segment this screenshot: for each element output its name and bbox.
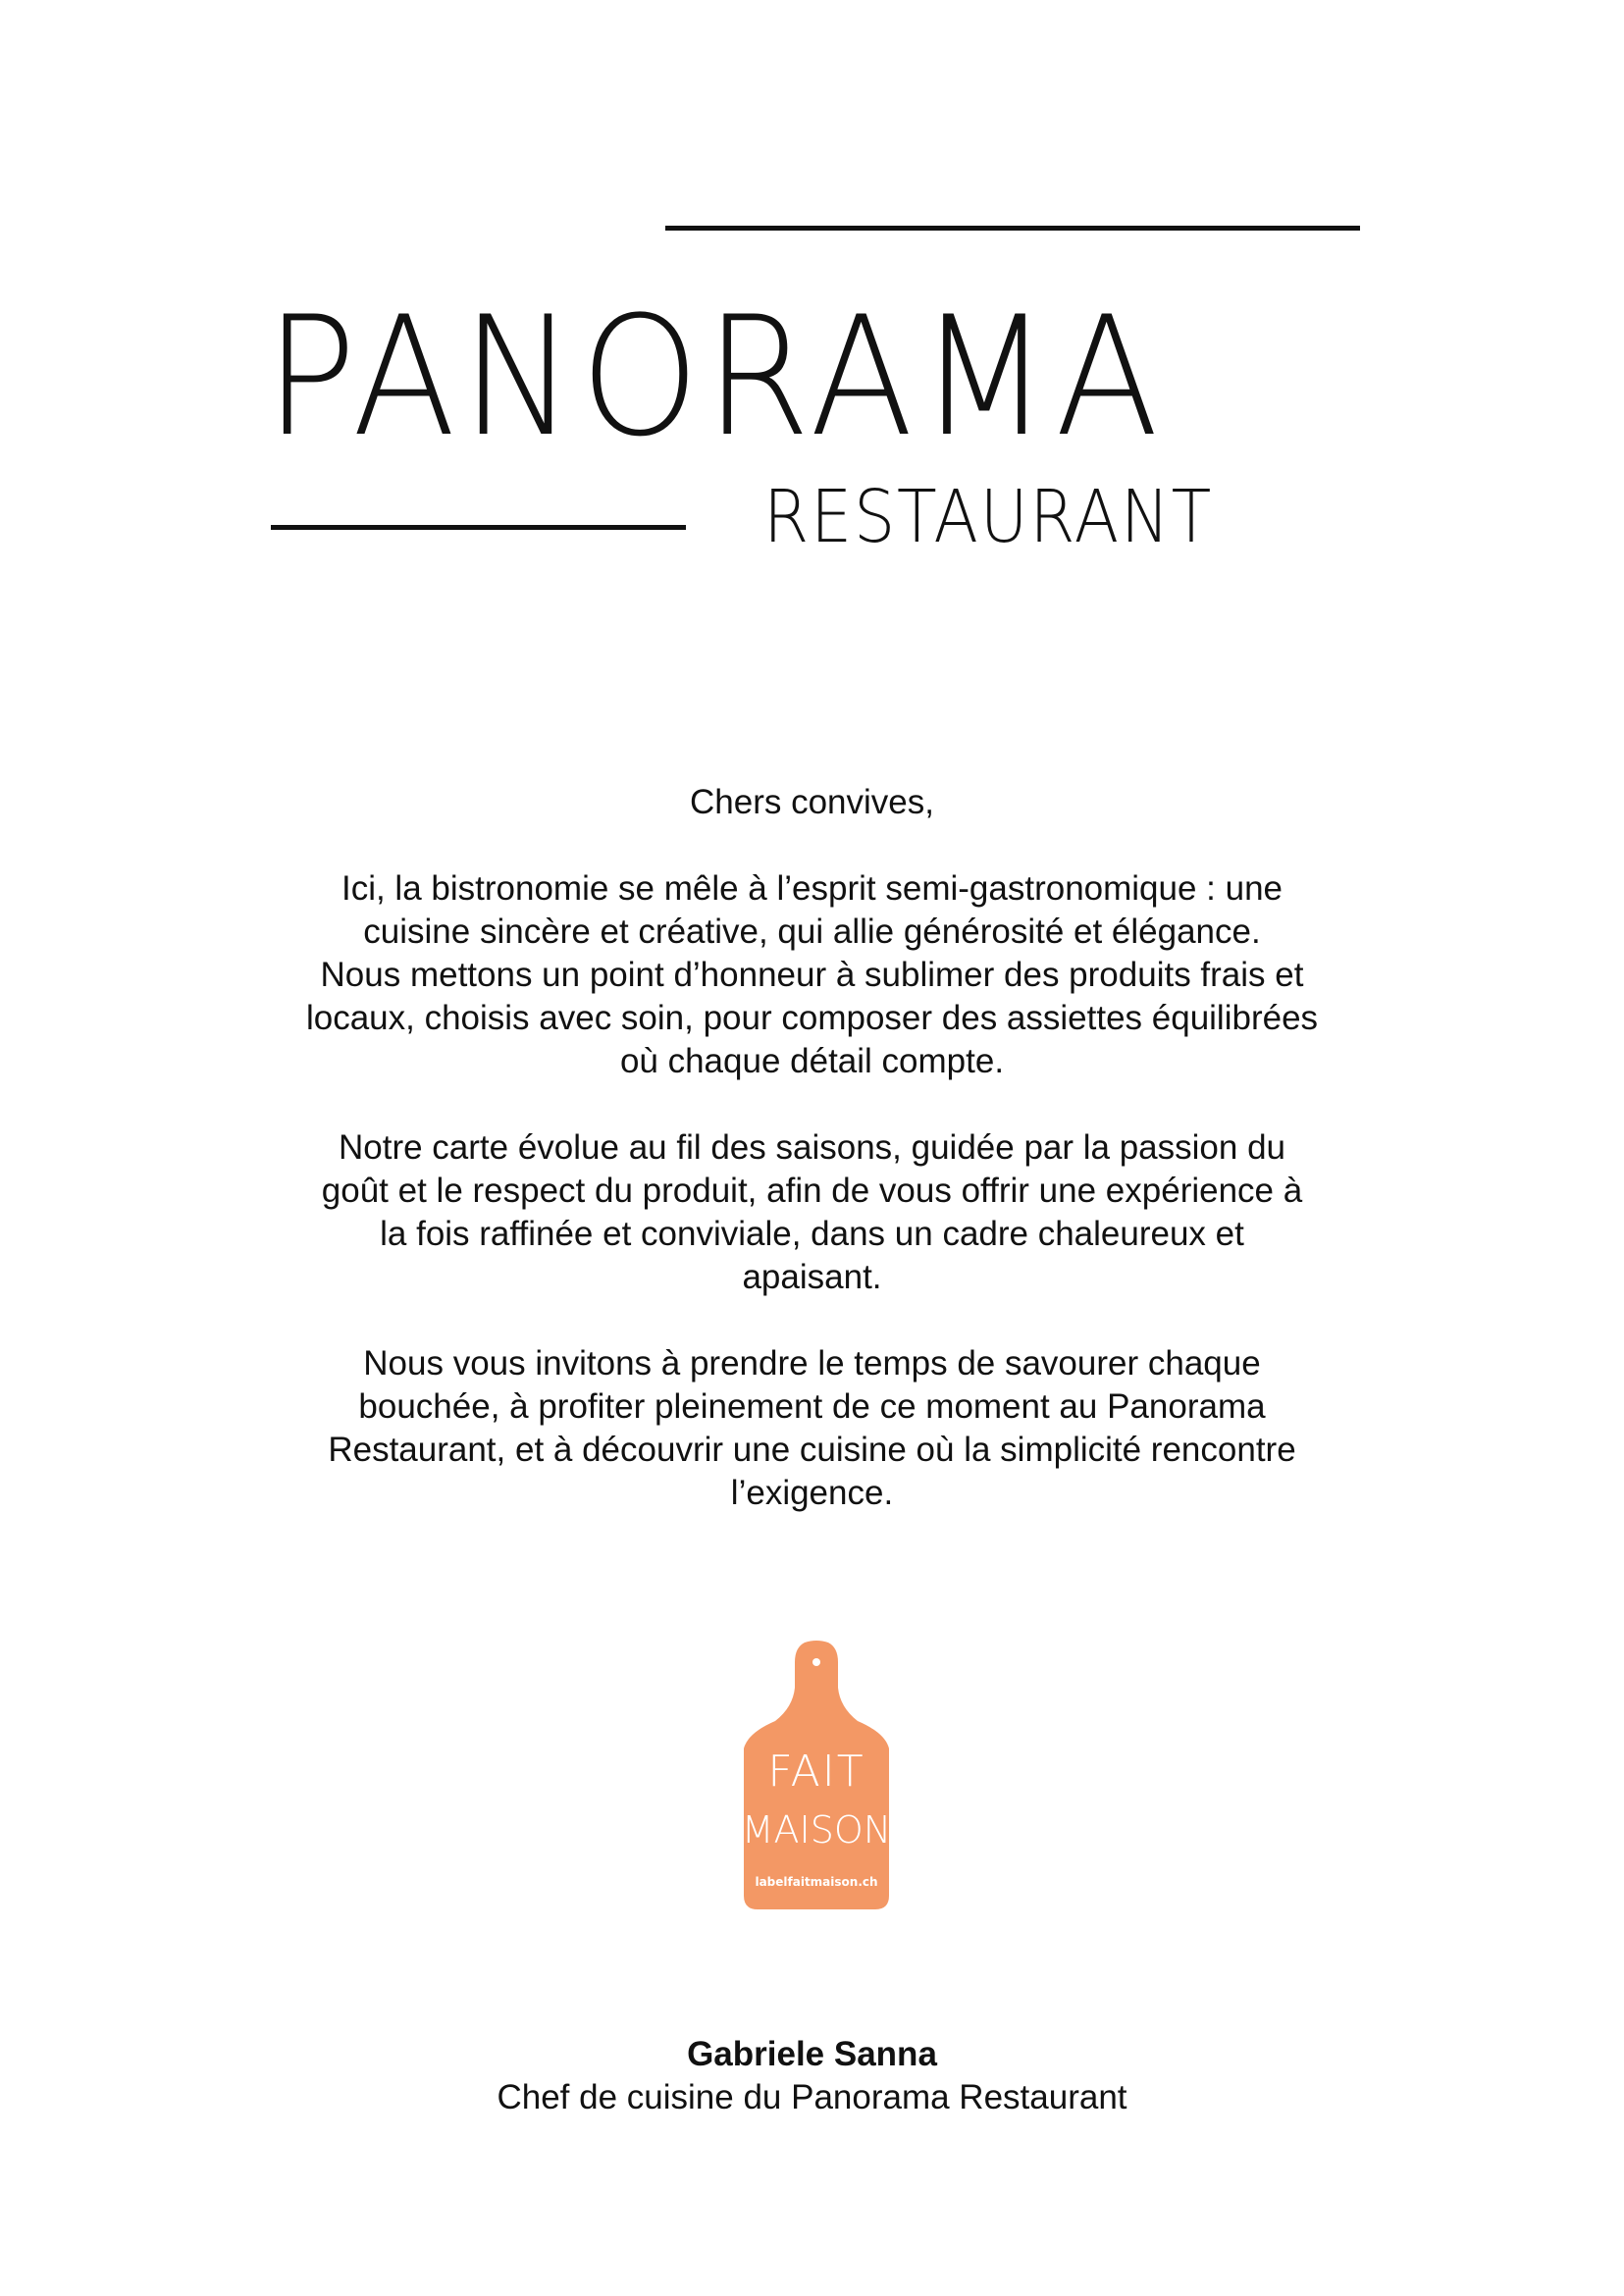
fait-maison-logo	[738, 1639, 895, 1911]
top-divider	[665, 226, 1360, 231]
brand-subtitle: RESTAURANT	[763, 475, 1214, 559]
text-line: bouchée, à profiter pleinement de ce moment au Panorama	[358, 1387, 1266, 1426]
brand-title: PANORAMA	[265, 281, 1165, 473]
text-line: cuisine sincère et créative, qui allie générosité et élégance.	[363, 913, 1261, 951]
text-line: goût et le respect du produit, afin de vous offrir une expérience à	[321, 1172, 1303, 1210]
paragraph-3	[0, 1342, 1624, 1515]
bottom-divider	[271, 525, 686, 530]
text-line: Restaurant, et à découvrir une cuisine où la simplicité rencontre	[328, 1431, 1296, 1469]
text-line: Nous mettons un point d’honneur à sublimer des produits frais et	[320, 956, 1304, 994]
logo-word-maison: MAISON	[741, 1808, 892, 1852]
text-line: apaisant.	[742, 1258, 882, 1296]
board-hole	[812, 1658, 820, 1666]
text-line: où chaque détail compte.	[619, 1042, 1005, 1080]
text-line: l’exigence.	[730, 1474, 894, 1512]
signature	[0, 2033, 1624, 2119]
logo-word-fait: FAIT	[767, 1747, 865, 1797]
logo-url: labelfaitmaison.ch	[755, 1875, 878, 1889]
text-line: la fois raffinée et conviviale, dans un cadre chaleureux et	[380, 1215, 1244, 1253]
paragraph-2	[0, 1126, 1624, 1299]
welcome-letter	[0, 781, 1624, 1558]
text-line: locaux, choisis avec soin, pour composer des assiettes équilibrées	[305, 999, 1319, 1037]
text-line: Notre carte évolue au fil des saisons, guidée par la passion du	[338, 1128, 1286, 1167]
chef-name: Gabriele Sanna	[687, 2035, 937, 2073]
greeting: Chers convives,	[690, 783, 934, 821]
chef-role: Chef de cuisine du Panorama Restaurant	[497, 2078, 1127, 2116]
text-line: Nous vous invitons à prendre le temps de savourer chaque	[363, 1344, 1261, 1383]
paragraph-1	[0, 867, 1624, 1083]
text-line: Ici, la bistronomie se mêle à l’esprit semi-gastronomique : une	[341, 869, 1283, 908]
